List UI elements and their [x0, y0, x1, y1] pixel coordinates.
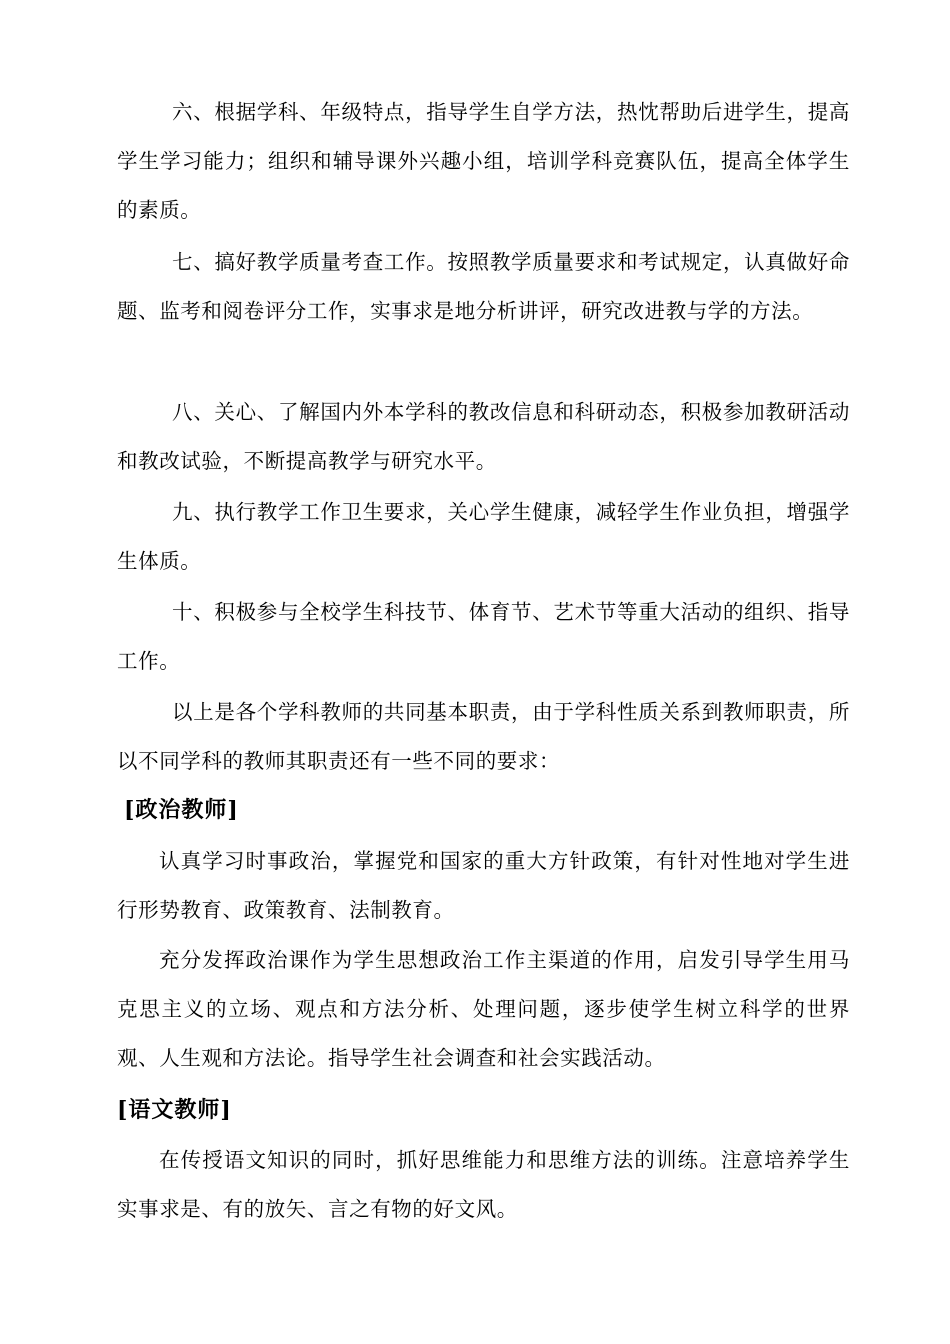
politics-paragraph-2: 充分发挥政治课作为学生思想政治工作主渠道的作用，启发引导学生用马克思主义的立场、观点和方法分析、处理问题，逐步使学生树立科学的世界观、人生观和方法论。指导学生社会调查和社会实践活动。: [117, 948, 850, 1070]
paragraph-item-7: 七、搞好教学质量考查工作。按照教学质量要求和考试规定，认真做好命题、监考和阅卷评分工作，实事求是地分析讲评，研究改进教与学的方法。: [117, 250, 850, 323]
section-heading-politics: [政治教师]: [124, 797, 239, 823]
paragraph-item-8: 八、关心、了解国内外本学科的教改信息和科研动态，积极参加教研活动和教改试验，不断提高教学与研究水平。: [117, 400, 850, 473]
section-heading-chinese: [语文教师]: [117, 1097, 232, 1123]
paragraph-summary: 以上是各个学科教师的共同基本职责，由于学科性质关系到教师职责，所以不同学科的教师其职责还有一些不同的要求：: [117, 700, 850, 773]
paragraph-item-9: 九、执行教学工作卫生要求，关心学生健康，减轻学生作业负担，增强学生体质。: [117, 500, 850, 573]
chinese-paragraph-1: 在传授语文知识的同时，抓好思维能力和思维方法的训练。注意培养学生实事求是、有的放矢、言之有物的好文风。: [117, 1148, 850, 1221]
paragraph-item-10: 十、积极参与全校学生科技节、体育节、艺术节等重大活动的组织、指导工作。: [117, 600, 850, 673]
paragraph-item-6: 六、根据学科、年级特点，指导学生自学方法，热忱帮助后进学生，提高学生学习能力；组织和辅导课外兴趣小组，培训学科竞赛队伍，提高全体学生的素质。: [117, 100, 850, 222]
politics-paragraph-1: 认真学习时事政治，掌握党和国家的重大方针政策，有针对性地对学生进行形势教育、政策教育、法制教育。: [117, 849, 850, 922]
